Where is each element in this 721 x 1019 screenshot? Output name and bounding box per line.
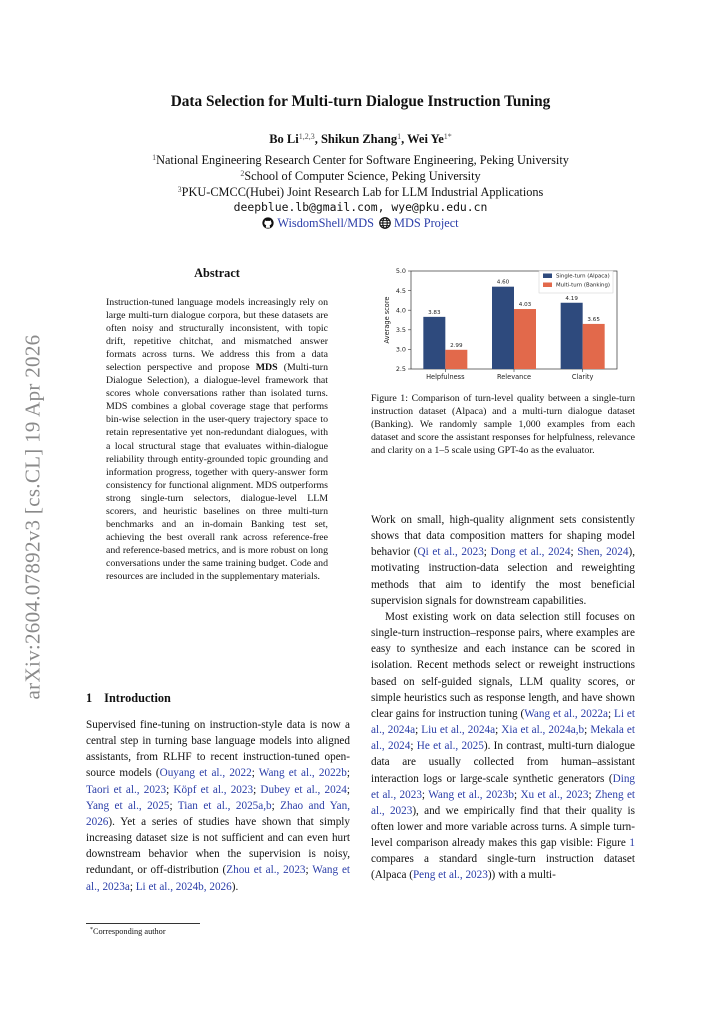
citation-link[interactable]: Ding et al., 2023 [371,772,635,801]
citation-link[interactable]: Zhao and Yan, 2026 [86,799,351,828]
citation-link[interactable]: Mekala et al., 2024 [371,724,636,753]
section-heading-introduction: 1 Introduction [86,691,171,705]
citation-link[interactable]: He et al., 2025 [416,740,484,753]
citation-link[interactable]: Zheng et al., 2023 [371,788,636,817]
footnote-rule [86,923,200,924]
x-tick-label: Helpfulness [426,373,465,381]
abstract-text: Instruction-tuned language models increasingly rely on large multi-turn dialogue corpora, but these datasets are often noisy and structurally inconsistent, with topic drift, repetitive chitchat, and mismatched answer formats across turns. We address this from a data selection perspective and propose MDS (Multi-turn Dialogue Selection), a dialogue-level framework that scores whole conversations rather than isolated turns. MDS combines a global coverage stage that performs bin-wise selection in the user-query trajectory space to retain representative yet non-redundant dialogues, with a local structural stage that evaluates within-dialogue reliability through entity-grounded topic grounding and information progress, together with query-answer form consistency for functional alignment. MDS outperforms strong single-turn selectors, dialogue-level LLM scorers, and heuristic baselines on three multi-turn benchmarks and an in-domain Banking test set, achieving the best overall rank across reference-free and reference-based metrics, and is more robust on long conversations under the same training budget. Code and resources are included in the supplementary materials. [106,297,328,582]
bar-single-turn [423,317,445,369]
citation-link[interactable]: Dong et al., 2024 [490,546,571,559]
y-tick-label: 3.0 [395,345,406,354]
y-axis-label: Average score [383,296,391,344]
bar-data-label: 2.99 [450,342,463,349]
citation-link[interactable]: Ouyang et al., 2022 [159,767,252,780]
y-tick-label: 5.0 [395,267,406,276]
y-tick-label: 4.5 [395,286,406,295]
bar-data-label: 4.19 [565,295,578,302]
right-column-text [371,512,635,884]
author-emails[interactable]: deepblue.lb@gmail.com, wye@pku.edu.cn [233,200,488,214]
citation-link[interactable]: Taori et al., 2023 [86,783,167,796]
bar-multi-turn [445,350,467,369]
github-icon [262,217,274,233]
citation-link[interactable]: Wang et al., 2022a [524,707,608,720]
intro-paragraph: Supervised fine-tuning on instruction-style data is now a central step in turning base language models into aligned assistants, from RLHF to recent instruction-tuned open-source models (Ouyang et al., 2022; Wang et al., 2022b; Taori et al., 2023; Köpf et al., 2023; Dubey et al., 2024; Yang et al., 2025; Tian et al., 2025a,b; Zhao and Yan, 2026). Yet a series of studies have shown that simply increasing dataset size is not sufficient and can even hurt downstream behavior when the supervision is noisy, redundant, or off-distribution (Zhou et al., 2023; Wang et al., 2023a; Li et al., 2024b, 2026). [86,719,351,893]
legend-entry: Single-turn (Alpaca) [556,273,610,280]
citation-link[interactable]: Köpf et al., 2023 [173,783,254,796]
citation-link[interactable]: Tian et al., 2025a,b [177,799,272,812]
y-tick-label: 3.5 [395,326,406,334]
abstract-heading: Abstract [194,266,240,280]
legend-swatch [543,283,552,288]
citation-link[interactable]: Li et al., 2024b, 2026 [135,880,232,893]
citation-link[interactable]: Peng et al., 2023 [412,869,488,882]
bar-multi-turn [583,324,605,369]
globe-icon [379,217,391,233]
bar-data-label: 3.65 [587,316,600,323]
github-link[interactable]: WisdomShell/MDS [277,216,374,230]
x-tick-label: Clarity [571,373,594,381]
arxiv-stamp: arXiv:2604.07892v3 [cs.CL] 19 Apr 2026 [20,334,45,700]
citation-link[interactable]: Liu et al., 2024a [421,724,496,737]
figure-1-caption: Figure 1: Comparison of turn-level quality between a single-turn instruction dataset (Alpaca) and a multi-turn dialogue dataset (Banking). We randomly sample 1,000 examples from each dataset and score the assistant responses for helpfulness, relevance and clarity on a 1–5 scale using GPT-4o as the evaluator. [371,393,635,457]
bar-data-label: 4.03 [518,302,532,309]
bar-multi-turn [514,309,536,369]
author-name: Shikun Zhang [320,132,398,146]
citation-link[interactable]: Xia et al., 2024a,b [501,724,585,737]
citation-link[interactable]: Zhou et al., 2023 [226,864,306,877]
right-paragraph-1: Work on small, high-quality alignment sets consistently shows that data composition matters for shaping model behavior (Qi et al., 2023; Dong et al., 2024; Shen, 2024), motivating instruction-data selection and reweighting methods that aim to identify the most beneficial supervision signals for downstream capabilities. [371,514,635,607]
citation-link[interactable]: Wang et al., 2023a [86,864,351,893]
right-paragraph-2: Most existing work on data selection still focuses on single-turn instruction–response pairs, where examples are easy to synthesize and each instance can be scored in isolation. Recent methods select or reweight instructions based on self-guided signals, LLM quality scores, or simple heuristics such as response length, and have shown clear gains for instruction tuning (Wang et al., 2022a; Li et al., 2024a; Liu et al., 2024a; Xia et al., 2024a,b; Mekala et al., 2024; He et al., 2025). In contrast, multi-turn dialogue data are usually collected from human–assistant interaction logs or large-scale synthetic generators (Ding et al., 2023; Wang et al., 2023b; Xu et al., 2023; Zheng et al., 2023), and we empirically find that their quality is often lower and more variable across turns. A simple turn-level comparison already makes this gap visible: Figure 1 compares a standard single-turn instruction dataset (Alpaca (Peng et al., 2023)) with a multi- [371,610,636,882]
author-list: Bo Li$^{1,2,3}$, Shikun Zhang$^1$, Wei $Ye^{1*}$ [269,132,452,146]
paper-title: Data Selection for Multi-turn Dialogue Instruction Tuning [170,93,551,110]
citation-link[interactable]: Yang et al., 2025 [86,799,170,812]
project-links [0,216,721,233]
author-name: Bo Li [269,132,299,146]
affiliation-2: $^2$School of Computer Science, Peking University [240,169,481,183]
project-link[interactable]: MDS Project [394,216,459,230]
figure-1-chart [371,263,635,383]
citation-link[interactable]: Qi et al., 2023 [417,546,484,559]
legend-entry: Multi-turn (Banking) [556,282,610,289]
x-tick-label: Relevance [496,373,532,381]
bar-single-turn [492,287,514,369]
citation-link[interactable]: 1 [629,837,635,850]
author-affiliation-mark: 1 [397,132,402,141]
affiliation-1: $^1$National Engineering Research Center for Software Engineering, Peking University [152,153,569,167]
citation-link[interactable]: Wang et al., 2023b [428,788,514,801]
citation-link[interactable]: Wang et al., 2022b [258,767,347,780]
affiliation-3: $^3$PKU-CMCC(Hubei) Joint Research Lab for LLM Industrial Applications [177,185,544,199]
footnote: *Corresponding author [90,927,166,936]
y-tick-label: 4.0 [395,306,406,315]
legend-swatch [543,274,552,279]
bar-data-label: 3.83 [428,309,441,316]
y-tick-label: 2.5 [395,365,406,374]
citation-link[interactable]: Xu et al., 2023 [520,788,589,801]
citation-link[interactable]: Dubey et al., 2024 [260,783,347,796]
author-name: Wei Ye [407,132,444,146]
bar-single-turn [561,303,583,369]
citation-link[interactable]: Shen, 2024 [577,546,629,559]
author-affiliation-mark: 1* [443,132,452,141]
citation-link[interactable]: Li et al., 2024a [371,707,636,737]
bar-data-label: 4.60 [496,279,510,286]
author-affiliation-mark: 1,2,3 [298,132,315,141]
